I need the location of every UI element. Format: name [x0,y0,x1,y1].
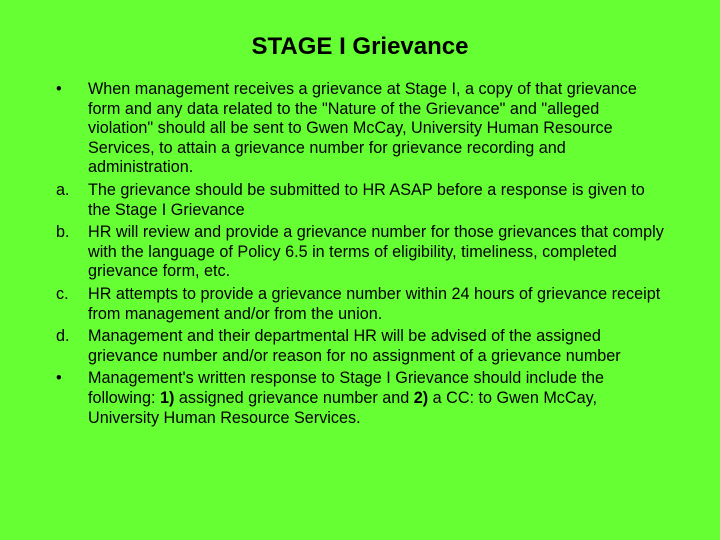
text-segment: Management's written response to Stage I Grievance should include the following: [88,369,604,407]
sub-item-c [56,285,668,324]
sub-item-a [56,181,668,220]
list-marker: c. [56,284,69,303]
text-segment: a CC: to Gwen McCay, University Human Resource Services. [88,388,597,427]
text-segment: assigned grievance number and [174,388,414,407]
bullet-list [56,80,668,431]
list-marker: b. [56,223,70,242]
bullet-item [56,369,668,428]
bullet-marker: • [56,369,62,388]
list-text: Management and their departmental HR will be advised of the assigned grievance number and/or reason for no assignment of a grievance number [88,327,621,365]
list-text: HR will review and provide a grievance number for those grievances that comply with the language of Policy 6.5 in terms of eligibility, timeliness, completed grievance form, etc. [88,223,664,281]
sub-item-b [56,223,668,282]
list-marker: d. [56,327,70,346]
bullet-text [88,369,604,426]
list-text: The grievance should be submitted to HR ASAP before a response is given to the Stage I Grievance [88,180,645,219]
bullet-item [56,80,668,178]
bold-number: 2) [413,388,429,407]
sub-item-d [56,327,668,366]
bullet-text: When management receives a grievance at Stage I, a copy of that grievance form and any data related to the "Nature of the Grievance" and "alleged violation" should all be sent to Gwen McCay, University Human Resource Services, to attain a grievance number for grievance recording and administration. [88,80,637,177]
bullet-marker: • [56,80,62,98]
bold-number: 1) [159,388,175,407]
slide-title: STAGE I Grievance [251,33,469,60]
list-marker: a. [56,180,70,199]
list-text: HR attempts to provide a grievance number within 24 hours of grievance receipt from management and/or from the union. [88,284,661,323]
